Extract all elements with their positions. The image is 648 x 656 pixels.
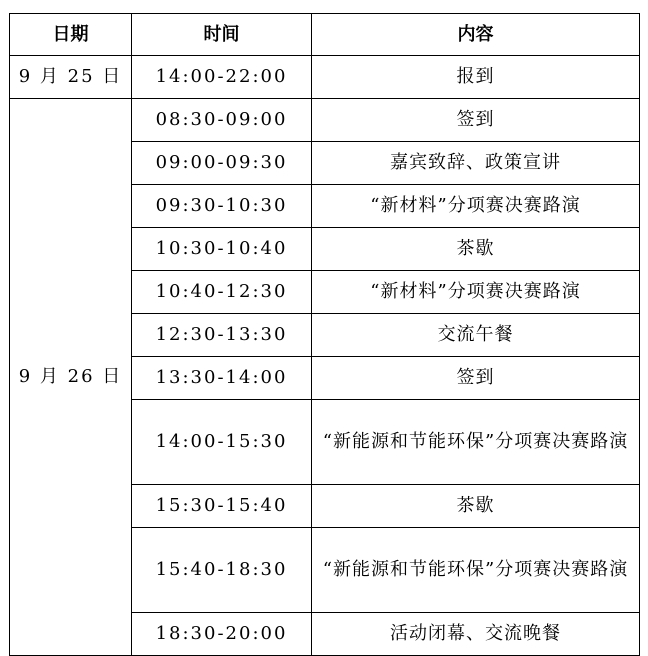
content-cell: “新能源和节能环保”分项赛决赛路演 (312, 528, 640, 613)
table-row (10, 56, 640, 99)
content-cell: 茶歇 (312, 228, 640, 271)
time-cell: 10:40-12:30 (132, 271, 312, 314)
time-cell: 09:00-09:30 (132, 142, 312, 185)
date-cell: 9 月 26 日 (10, 99, 132, 656)
time-cell: 15:30-15:40 (132, 485, 312, 528)
time-cell: 13:30-14:00 (132, 357, 312, 400)
time-cell: 18:30-20:00 (132, 613, 312, 656)
header-content: 内容 (312, 14, 640, 56)
schedule-body (10, 56, 640, 656)
content-cell: 嘉宾致辞、政策宣讲 (312, 142, 640, 185)
content-cell: 交流午餐 (312, 314, 640, 357)
header-date: 日期 (10, 14, 132, 56)
content-cell: 报到 (312, 56, 640, 99)
header-time: 时间 (132, 14, 312, 56)
time-cell: 12:30-13:30 (132, 314, 312, 357)
content-cell: 活动闭幕、交流晚餐 (312, 613, 640, 656)
time-cell: 15:40-18:30 (132, 528, 312, 613)
date-cell: 9 月 25 日 (10, 56, 132, 99)
time-cell: 08:30-09:00 (132, 99, 312, 142)
content-cell: 签到 (312, 357, 640, 400)
content-cell: 茶歇 (312, 485, 640, 528)
time-cell: 09:30-10:30 (132, 185, 312, 228)
content-cell: 签到 (312, 99, 640, 142)
content-cell: “新材料”分项赛决赛路演 (312, 271, 640, 314)
schedule-header (10, 14, 640, 56)
time-cell: 14:00-22:00 (132, 56, 312, 99)
time-cell: 10:30-10:40 (132, 228, 312, 271)
schedule-table (9, 13, 640, 656)
content-cell: “新能源和节能环保”分项赛决赛路演 (312, 400, 640, 485)
content-cell: “新材料”分项赛决赛路演 (312, 185, 640, 228)
time-cell: 14:00-15:30 (132, 400, 312, 485)
header-row (10, 14, 640, 56)
table-row (10, 99, 640, 142)
